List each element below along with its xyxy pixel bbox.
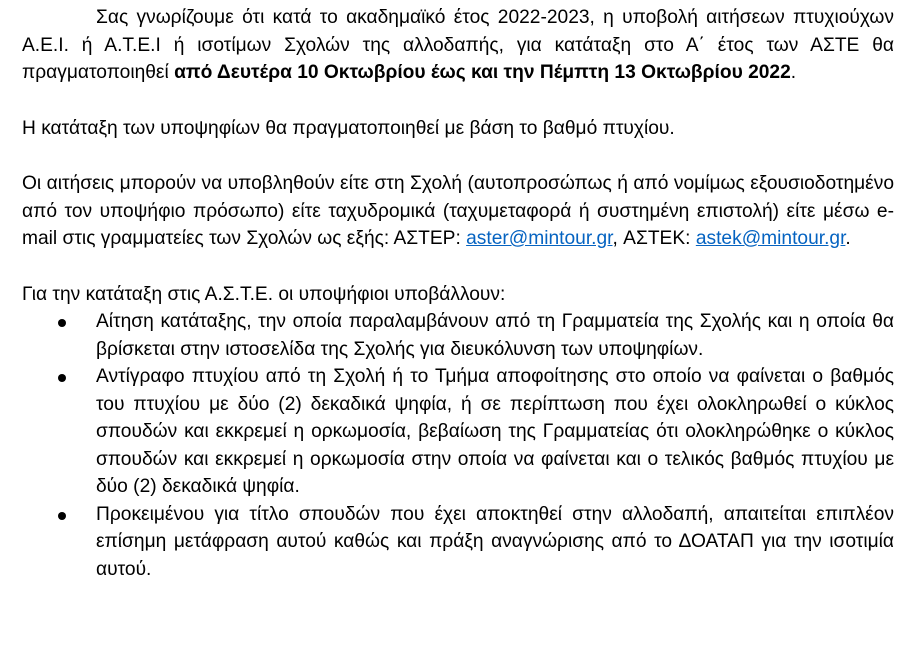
list-item-text: Προκειμένου για τίτλο σπουδών που έχει αποκτηθεί στην αλλοδαπή, απαιτείται επιπλέον επίσημη μετάφραση αυτού καθώς και πράξη αναγνώρισης από το ΔΟΑΤΑΠ για την ισοτιμία αυτού. xyxy=(96,503,894,580)
list-item xyxy=(22,363,894,501)
astek-email-link[interactable]: astek@mintour.gr xyxy=(695,228,846,249)
intro-end: . xyxy=(790,62,797,83)
list-item-text: Αίτηση κατάταξης, την οποία παραλαμβάνουν από τη Γραμματεία της Σχολής και η οποία θα βρίσκεται στην ιστοσελίδα της Σχολής για διευκόλυνση των υποψηφίων. xyxy=(96,311,894,360)
intro-paragraph xyxy=(22,4,894,87)
submission-paragraph xyxy=(22,170,894,253)
bullet-icon xyxy=(58,374,66,382)
intro-text: Σας γνωρίζουμε ότι κατά το ακαδημαϊκό έτος 2022-2023, η υποβολή αιτήσεων πτυχιούχων Α.Ε.Ι. ή Α.Τ.Ε.Ι ή ισοτίμων Σχολών της αλλοδαπής, για κατάταξη στο Α΄ έτος των ΑΣΤΕ θα πραγματοποιηθεί xyxy=(22,7,894,83)
list-item xyxy=(22,308,894,363)
application-dates: από Δευτέρα 10 Οκτωβρίου έως και την Πέμπτη 13 Οκτωβρίου 2022 xyxy=(174,62,791,83)
list-item-text: Αντίγραφο πτυχίου από τη Σχολή ή το Τμήμα αποφοίτησης στο οποίο να φαίνεται ο βαθμός του πτυχίου με δύο (2) δεκαδικά ψηφία, ή σε περίπτωση που έχει ολοκληρωθεί ο κύκλος σπουδών και εκκρεμεί η ορκωμοσία, βεβαίωση της Γραμματείας ότι ολοκληρώθηκε ο κύκλος σπουδών και εκκρεμεί η ορκωμοσία στην οποία να φαίνεται και ο τελικός βαθμός πτυχίου με δύο (2) δεκαδικά ψηφία. xyxy=(96,366,894,497)
submission-text: Οι αιτήσεις μπορούν να υποβληθούν είτε στη Σχολή (αυτοπροσώπως ή από νομίμως εξουσιοδοτημένο από τον υποψήφιο πρόσωπο) είτε ταχυδρομικά (ταχυμεταφορά ή συστημένη επιστολή) είτε μέσω e-mail στις γραμματείες των Σχολών ως εξής: ΑΣΤΕΡ: xyxy=(22,173,894,249)
bullet-icon xyxy=(58,512,66,520)
requirements-heading: Για την κατάταξη στις Α.Σ.Τ.Ε. οι υποψήφιοι υποβάλλουν: xyxy=(22,283,506,305)
list-item xyxy=(22,501,894,584)
bullet-icon xyxy=(58,319,66,327)
criterion-paragraph: Η κατάταξη των υποψηφίων θα πραγματοποιηθεί με βάση το βαθμό πτυχίου. xyxy=(22,117,675,139)
submission-end: . xyxy=(845,228,851,249)
email-separator: , ΑΣΤΕΚ: xyxy=(612,228,696,249)
aster-email-link[interactable]: aster@mintour.gr xyxy=(466,228,613,249)
requirements-list xyxy=(22,308,894,583)
